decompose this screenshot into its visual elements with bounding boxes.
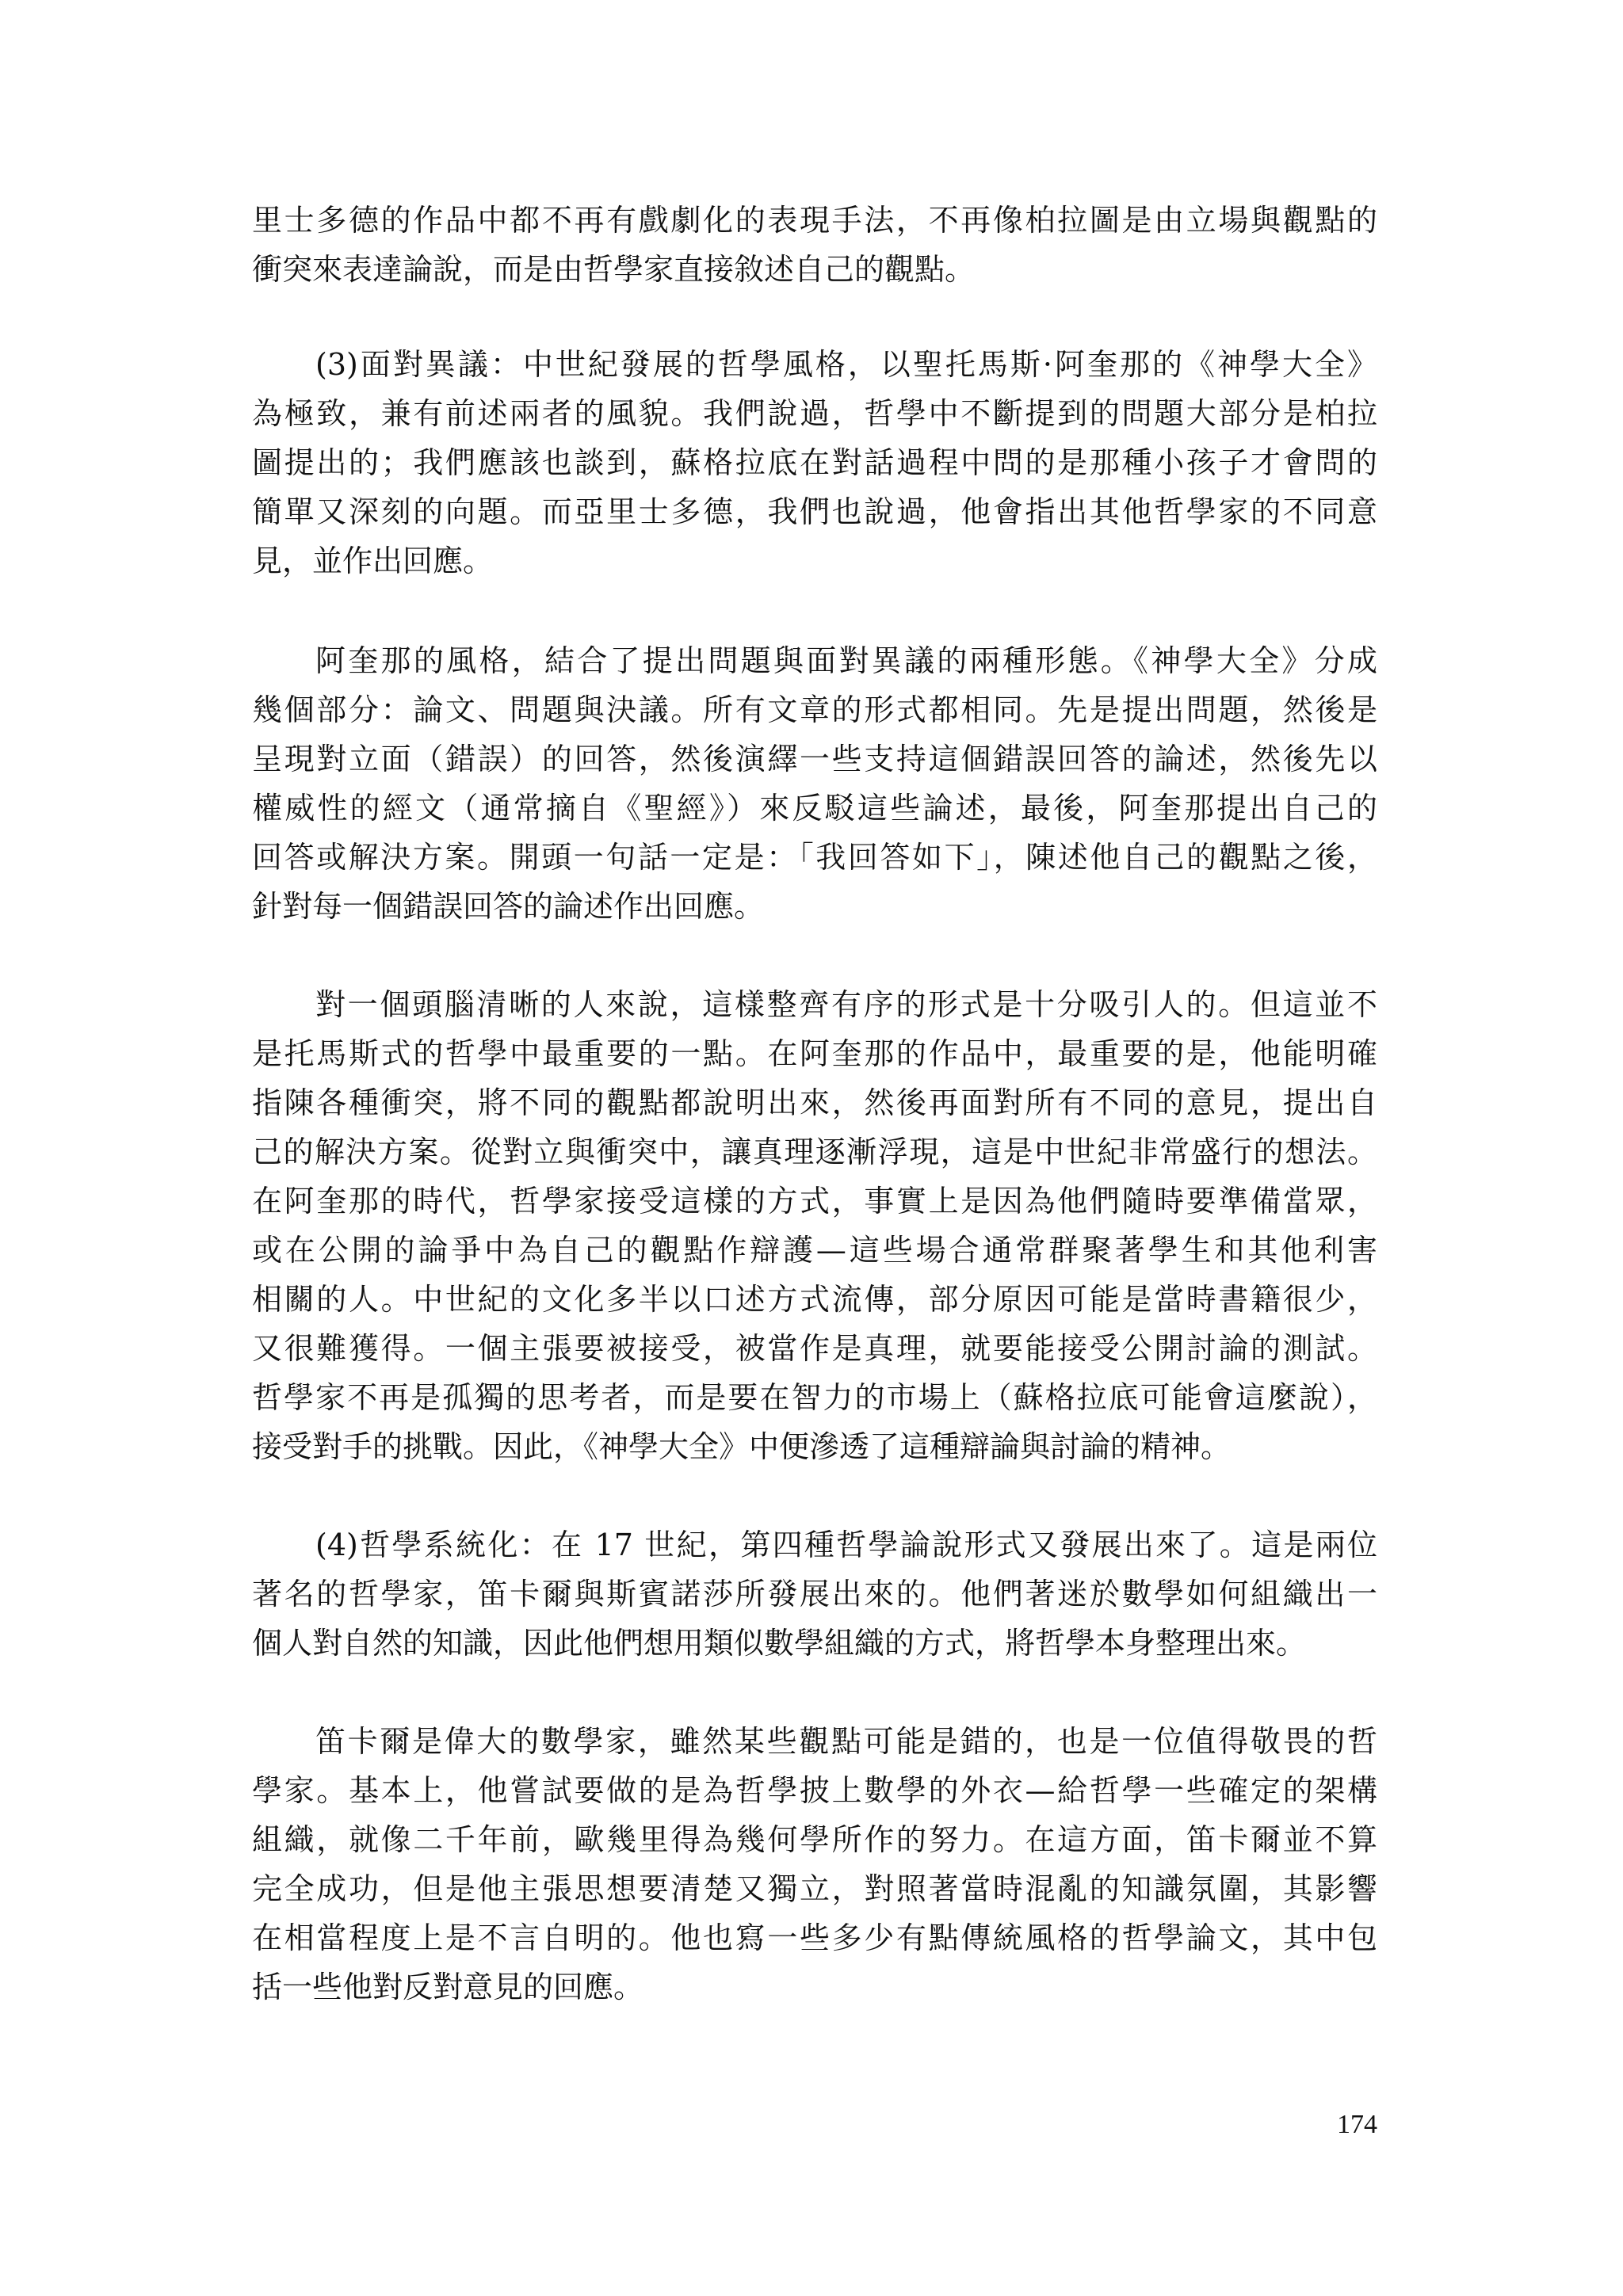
paragraph-6-line-3: 組織，就像二千年前，歐幾里得為幾何學所作的努力。在這方面，笛卡爾並不算 (252, 1822, 1377, 1857)
paragraph-5-line-2: 著名的哲學家，笛卡爾與斯賓諾莎所發展出來的。他們著迷於數學如何組織出一 (252, 1577, 1377, 1611)
paragraph-6-line-5: 在相當程度上是不言自明的。他也寫一些多少有點傳統風格的哲學論文，其中包 (252, 1920, 1377, 1955)
paragraph-4-line-1: 對一個頭腦清晰的人來說，這樣整齊有序的形式是十分吸引人的。但這並不 (315, 987, 1377, 1022)
paragraph-4-line-2: 是托馬斯式的哲學中最重要的一點。在阿奎那的作品中，最重要的是，他能明確 (252, 1036, 1377, 1071)
paragraph-1-line-2: 衝突來表達論說，而是由哲學家直接敘述自己的觀點。 (252, 252, 976, 287)
paragraph-2-line-4: 簡單又深刻的向題。而亞里士多德，我們也說過，他會指出其他哲學家的不同意 (252, 494, 1377, 529)
paragraph-3-line-1: 阿奎那的風格，結合了提出問題與面對異議的兩種形態。《神學大全》分成 (315, 643, 1377, 678)
paragraph-2-line-3: 圖提出的；我們應該也談到，蘇格拉底在對話過程中問的是那種小孩子才會問的 (252, 445, 1377, 480)
paragraph-4-line-6: 或在公開的論爭中為自己的觀點作辯護—這些場合通常群聚著學生和其他利害 (252, 1233, 1377, 1268)
paragraph-4-line-5: 在阿奎那的時代，哲學家接受這樣的方式，事實上是因為他們隨時要準備當眾， (252, 1184, 1377, 1219)
paragraph-4-line-8: 又很難獲得。一個主張要被接受，被當作是真理，就要能接受公開討論的測試。 (252, 1331, 1377, 1366)
paragraph-3-line-6: 針對每一個錯誤回答的論述作出回應。 (252, 889, 765, 924)
page-number: 174 (1337, 2110, 1377, 2139)
paragraph-4-line-7: 相關的人。中世紀的文化多半以口述方式流傳，部分原因可能是當時書籍很少， (252, 1282, 1377, 1317)
paragraph-6-line-2: 學家。基本上，他嘗試要做的是為哲學披上數學的外衣—給哲學一些確定的架構 (252, 1773, 1377, 1808)
paragraph-3-line-3: 呈現對立面（錯誤）的回答，然後演繹一些支持這個錯誤回答的論述，然後先以 (252, 742, 1377, 776)
paragraph-3-line-5: 回答或解決方案。開頭一句話一定是：「我回答如下」，陳述他自己的觀點之後， (252, 840, 1377, 875)
paragraph-4-line-10: 接受對手的挑戰。因此，《神學大全》中便滲透了這種辯論與討論的精神。 (252, 1429, 1232, 1464)
paragraph-1-line-1: 里士多德的作品中都不再有戲劇化的表現手法，不再像柏拉圖是由立場與觀點的 (252, 203, 1377, 238)
paragraph-5-line-3: 個人對自然的知識，因此他們想用類似數學組織的方式，將哲學本身整理出來。 (252, 1626, 1307, 1661)
paragraph-4-line-9: 哲學家不再是孤獨的思考者，而是要在智力的市場上（蘇格拉底可能會這麼說）， (252, 1380, 1377, 1415)
paragraph-4-line-3: 指陳各種衝突，將不同的觀點都說明出來，然後再面對所有不同的意見，提出自 (252, 1085, 1377, 1120)
paragraph-2-line-2: 為極致，兼有前述兩者的風貌。我們說過，哲學中不斷提到的問題大部分是柏拉 (252, 396, 1377, 431)
paragraph-3-line-4: 權威性的經文（通常摘自《聖經》）來反駁這些論述，最後，阿奎那提出自己的 (252, 791, 1377, 826)
paragraph-2-line-5: 見，並作出回應。 (252, 543, 494, 578)
paragraph-3-line-2: 幾個部分：論文、問題與決議。所有文章的形式都相同。先是提出問題，然後是 (252, 692, 1377, 727)
paragraph-5-line-1: (4)哲學系統化：在 17 世紀，第四種哲學論說形式又發展出來了。這是兩位 (315, 1527, 1377, 1562)
paragraph-6-line-4: 完全成功，但是他主張思想要清楚又獨立，對照著當時混亂的知識氛圍，其影響 (252, 1871, 1377, 1906)
paragraph-6-line-6: 括一些他對反對意見的回應。 (252, 1970, 644, 2004)
paragraph-2-line-1: (3)面對異議：中世紀發展的哲學風格，以聖托馬斯·阿奎那的《神學大全》 (315, 347, 1377, 382)
paragraph-6-line-1: 笛卡爾是偉大的數學家，雖然某些觀點可能是錯的，也是一位值得敬畏的哲 (315, 1724, 1377, 1759)
paragraph-4-line-4: 己的解決方案。從對立與衝突中，讓真理逐漸浮現，這是中世紀非常盛行的想法。 (252, 1135, 1377, 1169)
